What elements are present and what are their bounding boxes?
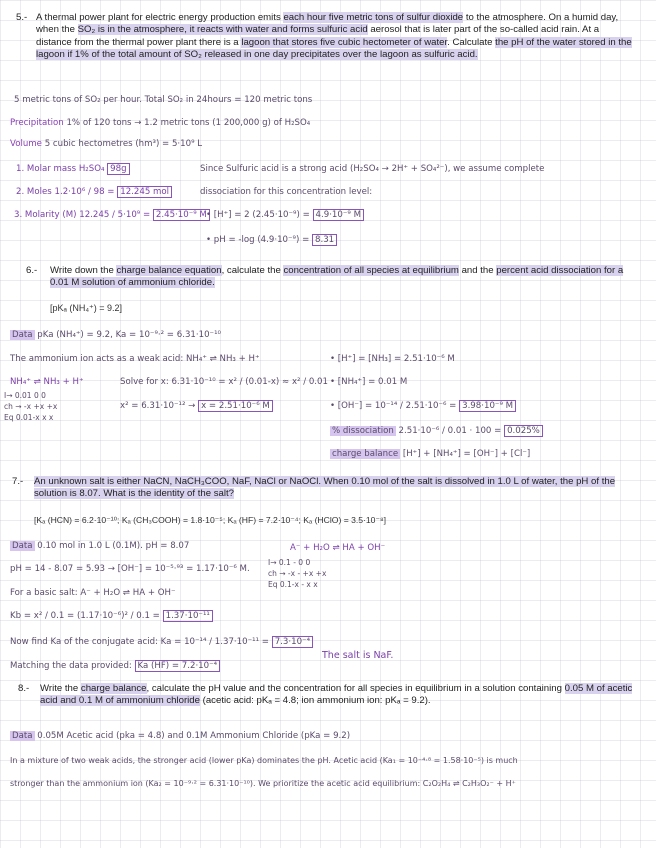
q7-prompt — [34, 476, 634, 501]
q8-mixture-line-1: In a mixture of two weak acids, the stronger acid (lower pKa) dominates the pH. Acetic acid (Ka₁ = 10⁻⁴·⁸ = 1.58·10⁻⁵) is much — [10, 756, 518, 765]
q5-number: 5.- — [16, 12, 28, 23]
molar-mass-label: 1. Molar mass H₂SO₄ — [16, 164, 105, 174]
q6-given: [pKₐ (NH₄⁺) = 9.2] — [50, 303, 123, 313]
q7-data-line — [10, 541, 189, 552]
kb-eq: Kb = x² / 0.1 = (1.17·10⁻⁶)² / 0.1 = — [10, 611, 160, 621]
percent-tag: % dissociation — [332, 426, 394, 436]
q7-matching — [10, 661, 220, 672]
q5-highlight-3: lagoon that stores five cubic hectometer of water — [241, 36, 448, 48]
q5-text: to the atmosphere. On a humid day, when the — [36, 12, 619, 36]
q5-text: aerosol that is later part of the so-called acid rain. At a distance from the thermal power plant there is a — [36, 24, 600, 48]
moles-answer: 12.245 mol — [117, 186, 172, 198]
q5-h-conc — [206, 210, 364, 221]
precipitation-label: Precipitation — [10, 118, 64, 128]
molarity-answer: 2.45·10⁻⁹ M — [153, 209, 210, 221]
q6-number: 6.- — [26, 265, 38, 276]
q5-work-line-2 — [10, 118, 310, 129]
matching-answer: Ka (HF) = 7.2·10⁻⁴ — [135, 660, 221, 672]
q7-given: [Kₐ (HCN) = 6.2·10⁻¹⁰; Kₐ (CH₃COOH) = 1.8·10⁻⁵; Kₐ (HF) = 7.2·10⁻⁴; Kₐ (HClO) = 3.5·10⁻⁸] — [34, 515, 387, 525]
q7-number: 7.- — [12, 476, 24, 487]
q6-highlight-3: percent acid dissociation for a 0.01 M solution of ammonium chloride. — [50, 265, 624, 289]
moles-label: 2. Moles — [16, 187, 52, 197]
kb-answer: 1.37·10⁻¹¹ — [163, 610, 213, 622]
q8-highlight-1: charge balance — [80, 683, 147, 694]
q8-text: Write the — [40, 683, 81, 694]
q6-text: , calculate the — [221, 265, 284, 276]
matching-text: Matching the data provided: — [10, 661, 132, 671]
q6-ice-equilibrium: Eq 0.01-x x x — [4, 413, 54, 422]
q6-highlight-1: charge balance equation — [116, 265, 222, 276]
charge-balance-tag: charge balance — [332, 449, 399, 459]
q7-kb — [10, 611, 213, 622]
q6-data-line — [10, 330, 221, 341]
q5-work-line-3 — [10, 139, 202, 150]
q8-text: , calculate the pH value and the concentration for all species in equilibrium in a solution containing — [146, 683, 565, 694]
charge-balance-eq: [H⁺] + [NH₄⁺] = [OH⁻] + [Cl⁻] — [400, 449, 531, 459]
ka-eq: Now find Ka of the conjugate acid: Ka = 10⁻¹⁴ / 1.37·10⁻¹¹ = — [10, 637, 269, 647]
q6-ice-initial: I→ 0.01 0 0 — [4, 391, 46, 400]
q5-ph — [206, 235, 337, 246]
q7-highlight: An unknown salt is either NaCN, NaCH₃COO, NaF, NaCl or NaOCl. When 0.10 mol of the salt is dissolved in 1.0 L of water, the pH of the solution is 8.07. What is the identity of the salt? — [34, 476, 616, 500]
q8-highlight-2: 0.05 M of acetic acid and 0.1 M of ammonium chloride — [40, 683, 633, 707]
q7-ice-equilibrium: Eq 0.1-x - x x — [268, 580, 318, 589]
data-tag: Data — [12, 541, 33, 551]
x-answer: x = 2.51·10⁻⁶ M — [198, 400, 273, 412]
q6-ice-change: ch → -x +x +x — [4, 402, 58, 411]
percent-eq: 2.51·10⁻⁶ / 0.01 · 100 = — [395, 426, 502, 436]
q5-step-3: 3. Molarity (M) 12.245 / 5·10⁹ = 2.45·10⁻⁹ M — [14, 210, 210, 221]
q5-prompt — [36, 12, 636, 62]
q5-highlight-4: the pH of the water stored in the lagoon if 1% of the total amount of SO₂ released in one day precipitates over the lagoon as sulfuric acid. — [36, 36, 632, 61]
q7-ka — [10, 637, 313, 648]
q8-number: 8.- — [18, 683, 30, 694]
data-tag: Data — [12, 330, 33, 340]
q5-reason-1: Since Sulfuric acid is a strong acid (H₂SO₄ → 2H⁺ + SO₄²⁻), we assume complete — [200, 164, 545, 174]
q7-ice-change: ch → -x - +x +x — [268, 569, 327, 578]
molar-mass-answer: 98g — [107, 163, 129, 175]
q6-ka: pKa (NH₄⁺) = 9.2, Ka = 10⁻⁹·² = 6.31·10⁻¹⁰ — [34, 330, 221, 340]
q6-bullet-oh — [330, 401, 516, 412]
molarity-label: 3. Molarity (M) — [14, 210, 77, 220]
q5-reason-2: dissociation for this concentration level: — [200, 187, 373, 197]
q6-charge-balance — [330, 449, 530, 460]
q5-highlight-2: SO₂ is in the atmosphere, it reacts with water and forms sulfuric acid — [77, 24, 368, 36]
q6-ice-eq: NH₄⁺ ⇌ NH₃ + H⁺ — [10, 377, 84, 387]
q8-data-values: 0.05M Acetic acid (pka = 4.8) and 0.1M Ammonium Chloride (pKa = 9.2) — [34, 731, 351, 741]
volume-label: Volume — [10, 139, 42, 149]
q5-step-2: 2. Moles 1.2·10⁶ / 98 = 12.245 mol — [16, 187, 172, 198]
moles-fraction: 1.2·10⁶ / 98 — [54, 187, 105, 197]
x-squared: x² = 6.31·10⁻¹² — [120, 401, 186, 411]
q8-mixture-line-2: stronger than the ammonium ion (Ka₂ = 10⁻⁹·² = 6.31·10⁻¹⁰). We prioritize the acetic acid equilibrium: C₂O₂H₄ ⇌ C₂H₃O₂⁻ + H⁺ — [10, 779, 516, 788]
q7-data-values: 0.10 mol in 1.0 L (0.1M). pH = 8.07 — [34, 541, 190, 551]
oh-eq: • [OH⁻] = 10⁻¹⁴ / 2.51·10⁻⁶ = — [330, 401, 457, 411]
q6-text: Write down the — [50, 265, 117, 276]
precipitation-value: 1% of 120 tons → 1.2 metric tons (1 200,000 g) of H₂SO₄ — [63, 118, 311, 128]
q7-conclusion: The salt is NaF. — [322, 650, 394, 661]
volume-value: 5 cubic hectometres (hm³) = 5·10⁹ L — [41, 139, 203, 149]
q5-step-1 — [16, 164, 130, 175]
q5-work-line-1: 5 metric tons of SO₂ per hour. Total SO₂ in 24hours = 120 metric tons — [14, 95, 313, 105]
q6-bullet-h: • [H⁺] = [NH₃] = 2.51·10⁻⁶ M — [330, 354, 455, 364]
h-conc-eq: • [H⁺] = 2 (2.45·10⁻⁹) = — [206, 210, 310, 220]
h-conc-answer: 4.9·10⁻⁹ M — [313, 209, 364, 221]
q7-ice-eq: A⁻ + H₂O ⇌ HA + OH⁻ — [290, 543, 386, 553]
q8-prompt — [40, 683, 640, 708]
q6-x-result: x² = 6.31·10⁻¹² → x = 2.51·10⁻⁶ M — [120, 401, 273, 412]
q6-text: and the — [458, 265, 497, 276]
q7-ice-initial: I→ 0.1 - 0 0 — [268, 558, 311, 567]
ph-answer: 8.31 — [312, 234, 337, 246]
q6-weak-acid: The ammonium ion acts as a weak acid: NH₄⁺ ⇌ NH₃ + H⁺ — [10, 354, 260, 364]
oh-answer: 3.98·10⁻⁹ M — [459, 400, 516, 412]
molarity-fraction: 12.245 / 5·10⁹ — [79, 210, 141, 220]
q8-data-line — [10, 731, 350, 742]
q6-percent — [330, 426, 543, 437]
q5-highlight-1: each hour five metric tons of sulfur dioxide — [283, 12, 464, 23]
ph-eq: • pH = -log (4.9·10⁻⁹) = — [206, 235, 310, 245]
q5-text: A thermal power plant for electric energy production emits — [36, 12, 284, 23]
q7-basic-salt: For a basic salt: A⁻ + H₂O ⇌ HA + OH⁻ — [10, 588, 176, 598]
q7-oh: pH = 14 - 8.07 = 5.93 → [OH⁻] = 10⁻⁵·⁹³ = 1.17·10⁻⁶ M. — [10, 564, 250, 574]
q5-text: . Calculate — [447, 36, 496, 48]
data-tag: Data — [12, 731, 33, 741]
q6-highlight-2: concentration of all species at equilibrium — [283, 265, 459, 276]
q8-text: (acetic acid: pKₐ = 4.8; ion ammonium ion: pKₐ = 9.2). — [199, 695, 431, 707]
q6-solve: Solve for x: 6.31·10⁻¹⁰ = x² / (0.01-x) ≈ x² / 0.01 — [120, 377, 328, 387]
q6-prompt — [50, 265, 640, 290]
q6-bullet-nh4: • [NH₄⁺] = 0.01 M — [330, 377, 408, 387]
percent-answer: 0.025% — [504, 425, 543, 437]
ka-answer: 7.3·10⁻⁴ — [272, 636, 313, 648]
